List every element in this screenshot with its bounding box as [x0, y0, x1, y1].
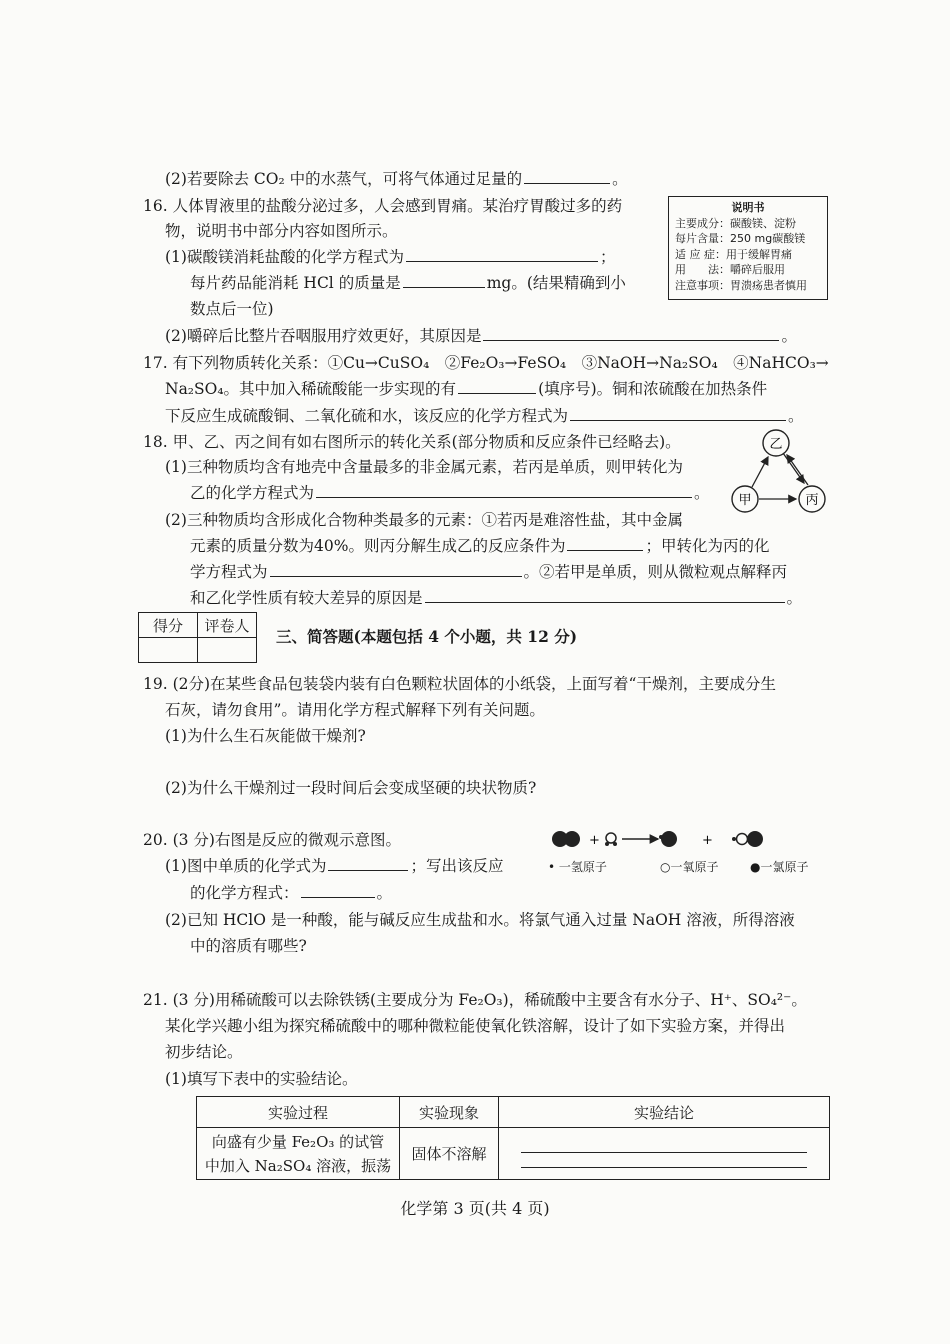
q16-1-note: 数点后一位)	[190, 300, 274, 318]
process-line: 中加入 Na₂SO₄ 溶液，振荡	[204, 1156, 392, 1175]
plus-sign: +	[589, 833, 600, 848]
micro-reaction-diagram	[548, 826, 778, 852]
process-cell	[197, 1128, 400, 1180]
answer-blank[interactable]	[524, 168, 610, 184]
col-header-conclusion: 实验结论	[499, 1097, 830, 1128]
answer-blank[interactable]	[567, 535, 643, 551]
medicine-leaflet	[668, 196, 828, 300]
node-label: 丙	[805, 493, 819, 508]
arrow-jia-yi	[752, 457, 768, 487]
q20-1: (1)图中单质的化学式为 ；写出该反应	[165, 857, 504, 875]
answer-blank[interactable]	[570, 405, 786, 421]
hydrogen-atom	[605, 842, 609, 846]
experiment-table	[196, 1096, 830, 1180]
q20-2: (2)已知 HClO 是一种酸，能与碱反应生成盐和水。将氯气通入过量 NaOH 溶液，所得溶液	[165, 911, 795, 929]
conversion-cycle-diagram	[726, 424, 832, 520]
section-title: 三、简答题(本题包括 4 个小题，共 12 分)	[276, 627, 578, 646]
score-table	[138, 612, 257, 663]
grader-header: 评卷人	[198, 613, 257, 638]
score-cell[interactable]	[139, 638, 198, 663]
q20-2-question: 中的溶质有哪些?	[190, 937, 307, 955]
answer-blank[interactable]	[406, 246, 598, 262]
node-label: 甲	[738, 493, 752, 508]
answer-blank[interactable]	[270, 561, 522, 577]
col-header-process: 实验过程	[197, 1097, 400, 1128]
hydrogen-atom	[613, 842, 617, 846]
q18-stem: 18. 甲、乙、丙之间有如右图所示的转化关系(部分物质和反应条件已经略去)。	[143, 433, 681, 451]
q19-2: (2)为什么干燥剂过一段时间后会变成坚硬的块状物质?	[165, 779, 537, 797]
q16-1: (1)碳酸镁消耗盐酸的化学方程式为 ；	[165, 248, 616, 266]
leaflet-row: 主要成分：碳酸镁、淀粉	[675, 216, 796, 230]
q17-stem-2: Na₂SO₄。其中加入稀硫酸能一步实现的有 (填序号)。铜和浓硫酸在加热条件	[165, 380, 768, 398]
leaflet-title: 说明书	[731, 201, 765, 214]
q15-2: (2)若要除去 CO₂ 中的水蒸气，可将气体通过足量的 。	[165, 170, 628, 188]
score-header: 得分	[139, 613, 198, 638]
grader-cell[interactable]	[198, 638, 257, 663]
q19-1: (1)为什么生石灰能做干燥剂?	[165, 727, 366, 745]
leaflet-row: 注意事项：胃溃疡患者慎用	[675, 278, 807, 292]
col-header-phenomenon: 实验现象	[400, 1097, 499, 1128]
q21-stem-3: 初步结论。	[165, 1043, 243, 1061]
q21-stem-2: 某化学兴趣小组为探究稀硫酸中的哪种微粒能使氧化铁溶解，设计了如下实验方案，并得出	[165, 1017, 786, 1035]
q17-stem-3: 下反应生成硫酸铜、二氧化硫和水，该反应的化学方程式为 。	[165, 407, 804, 425]
q21-1: (1)填写下表中的实验结论。	[165, 1070, 358, 1088]
chlorine-atom	[661, 831, 677, 847]
legend-oxygen: ○一氧原子	[660, 860, 719, 874]
hydrogen-atom	[659, 835, 663, 839]
q21-stem: 21. (3 分)用稀硫酸可以去除铁锈(主要成分为 Fe₂O₃)，稀硫酸中主要含有水分子、H⁺、SO₄²⁻。	[143, 991, 807, 1009]
q20-1-equation: 的化学方程式： 。	[190, 884, 393, 902]
q19-stem: 19. (2分)在某些食品包装袋内装有白色颗粒状固体的小纸袋，上面写着“干燥剂，主要成分生	[143, 675, 776, 693]
process-line: 向盛有少量 Fe₂O₃ 的试管	[211, 1132, 385, 1151]
q18-2-reason: 和乙化学性质有较大差异的原因是 。	[190, 589, 803, 607]
leaflet-row: 用 法：嚼碎后服用	[675, 263, 785, 276]
arrow-bing-yi	[787, 455, 808, 485]
answer-line[interactable]	[521, 1167, 807, 1168]
answer-blank[interactable]	[316, 482, 692, 498]
answer-blank[interactable]	[425, 587, 785, 603]
answer-blank[interactable]	[403, 272, 485, 288]
q18-2-equation: 学方程式为 。②若甲是单质，则从微粒观点解释丙	[190, 563, 788, 581]
q19-stem-2: 石灰，请勿食用”。请用化学方程式解释下列有关问题。	[165, 701, 545, 719]
q16-stem: 16. 人体胃液里的盐酸分泌过多，人会感到胃痛。某治疗胃酸过多的药	[143, 197, 623, 215]
legend-chlorine: ●一氯原子	[750, 860, 809, 874]
chlorine-atom	[564, 831, 580, 847]
q16-1-mass: 每片药品能消耗 HCl 的质量是 mg。(结果精确到小	[190, 274, 626, 292]
answer-blank[interactable]	[483, 325, 779, 341]
answer-blank[interactable]	[458, 378, 536, 394]
q16-stem-2: 物，说明书中部分内容如图所示。	[165, 222, 398, 240]
q17-stem: 17. 有下列物质转化关系：①Cu→CuSO₄ ②Fe₂O₃→FeSO₄ ③NaOH→Na₂SO₄ ④NaHCO₃→	[143, 354, 829, 372]
q16-2: (2)嚼碎后比整片吞咽服用疗效更好，其原因是 。	[165, 327, 797, 345]
hydrogen-atom	[732, 837, 736, 841]
oxygen-atom	[737, 834, 748, 845]
q20-stem: 20. (3 分)右图是反应的微观示意图。	[143, 831, 401, 849]
answer-line[interactable]	[521, 1140, 807, 1153]
q18-2: (2)三种物质均含形成化合物种类最多的元素：①若丙是难溶性盐，其中金属	[165, 511, 683, 529]
phenomenon-cell: 固体不溶解	[400, 1128, 499, 1180]
plus-sign: +	[702, 833, 713, 848]
leaflet-row: 适 应 症：用于缓解胃痛	[675, 247, 792, 261]
answer-blank[interactable]	[301, 882, 375, 898]
leaflet-row: 每片含量：250 mg碳酸镁	[675, 232, 806, 245]
q18-1: (1)三种物质均含有地壳中含量最多的非金属元素，若丙是单质，则甲转化为	[165, 458, 683, 476]
chlorine-atom	[747, 831, 763, 847]
q18-2-condition: 元素的质量分数为40%。则丙分解生成乙的反应条件为 ；甲转化为丙的化	[190, 537, 770, 555]
conclusion-cell[interactable]	[499, 1128, 830, 1180]
page-footer: 化学第 3 页(共 4 页)	[400, 1199, 550, 1218]
legend-hydrogen: • 一氢原子	[548, 860, 607, 874]
arrow-yi-bing	[783, 453, 804, 483]
answer-blank[interactable]	[328, 855, 408, 871]
node-label: 乙	[769, 437, 783, 452]
oxygen-atom	[606, 833, 616, 843]
q18-1-equation: 乙的化学方程式为 。	[190, 484, 710, 502]
